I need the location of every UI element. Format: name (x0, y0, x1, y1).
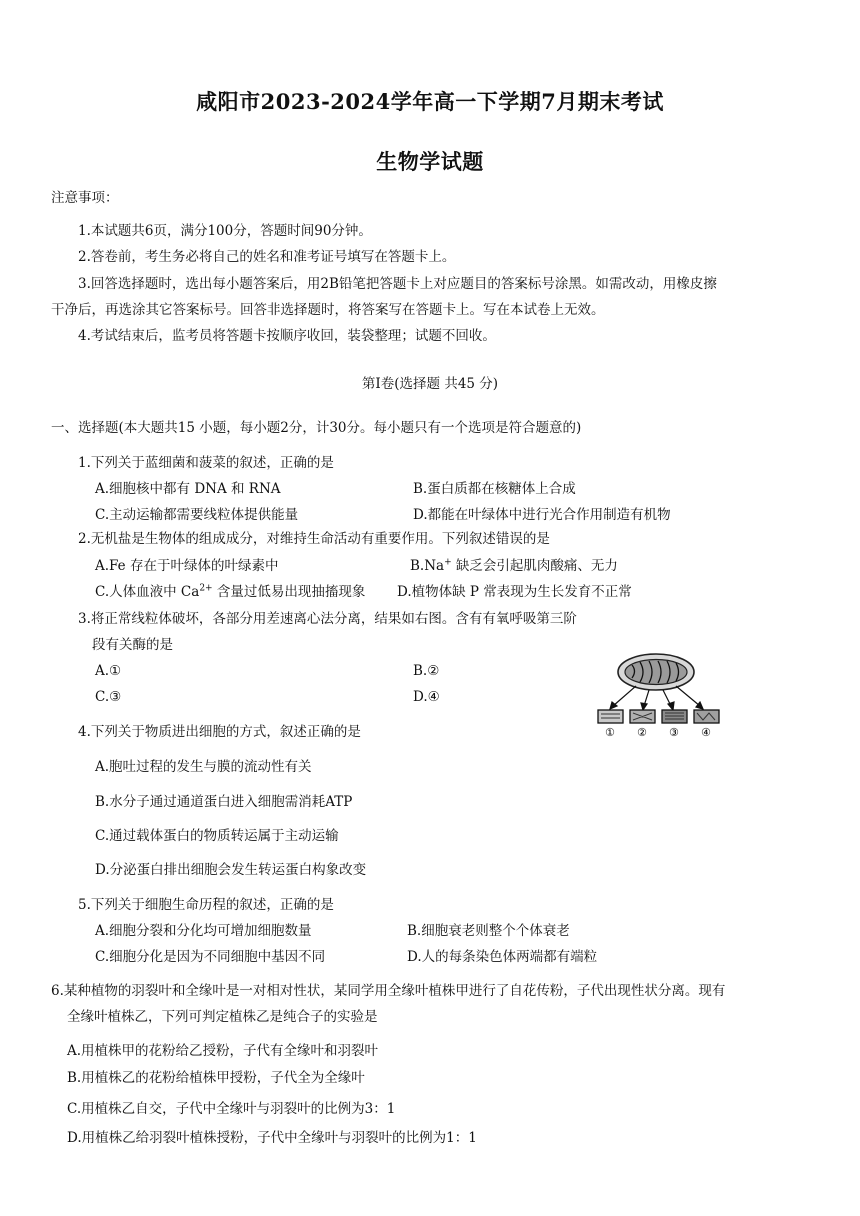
fraction-label-4: ④ (701, 726, 711, 738)
note-1: 1.本试题共6页，满分100分，答题时间90分钟。 (78, 223, 372, 239)
q6-option-d: D.用植株乙给羽裂叶植株授粉，子代中全缘叶与羽裂叶的比例为1：1 (67, 1130, 477, 1146)
q5-option-b: B.细胞衰老则整个个体衰老 (407, 923, 570, 939)
q4-option-c: C.通过载体蛋白的物质转运属于主动运输 (95, 828, 339, 844)
q1-stem: 1.下列关于蓝细菌和菠菜的叙述，正确的是 (78, 455, 334, 471)
fraction-1-tube (598, 710, 623, 723)
fraction-label-3: ③ (669, 726, 679, 738)
part-1-heading: 一、选择题(本大题共15 小题，每小题2分，计30分。每小题只有一个选项是符合题意的) (51, 420, 582, 436)
q6-stem-line-2: 全缘叶植株乙，下列可判定植株乙是纯合子的实验是 (67, 1009, 378, 1025)
q2-c-post: 含量过低易出现抽搐现象 (212, 584, 366, 600)
q4-option-b: B.水分子通过通道蛋白进入细胞需消耗ATP (95, 794, 353, 810)
q2-c-sup: 2+ (199, 583, 213, 594)
q1-option-b: B.蛋白质都在核糖体上合成 (413, 481, 576, 497)
q2-c-pre: C.人体血液中 Ca (95, 584, 200, 600)
q3-stem-line-2: 段有关酶的是 (92, 637, 173, 653)
fraction-label-1: ① (605, 726, 615, 738)
mitochondrion-centrifuge-figure (592, 650, 728, 738)
note-3-line-1: 3.回答选择题时，选出每小题答案后，用2B铅笔把答题卡上对应题目的答案标号涂黑。如需改动，用橡皮擦 (78, 276, 717, 292)
q5-stem: 5.下列关于细胞生命历程的叙述，正确的是 (78, 897, 334, 913)
q3-stem-line-1: 3.将正常线粒体破坏，各部分用差速离心法分离，结果如右图。含有有氧呼吸第三阶 (78, 611, 577, 627)
q3-option-a: A.① (95, 663, 122, 679)
q6-option-b: B.用植株乙的花粉给植株甲授粉，子代全为全缘叶 (67, 1070, 365, 1086)
q2-option-d: D.植物体缺 P 常表现为生长发育不正常 (397, 584, 632, 600)
fraction-tubes (598, 710, 719, 723)
volume-heading: 第Ⅰ卷(选择题 共45 分) (361, 376, 499, 392)
q2-option-b (410, 557, 618, 575)
q4-stem: 4.下列关于物质进出细胞的方式，叙述正确的是 (78, 724, 361, 740)
q6-option-c: C.用植株乙自交，子代中全缘叶与羽裂叶的比例为3：1 (67, 1101, 396, 1117)
q3-option-b: B.② (413, 663, 440, 679)
q2-b-post: 缺乏会引起肌肉酸痛、无力 (451, 558, 618, 574)
q6-stem-line-1: 6.某种植物的羽裂叶和全缘叶是一对相对性状，某同学用全缘叶植株甲进行了自花传粉，子代出现性状分离。现有 (51, 983, 726, 999)
q5-option-c: C.细胞分化是因为不同细胞中基因不同 (95, 949, 326, 965)
notes-heading: 注意事项： (51, 190, 119, 206)
q1-option-c: C.主动运输都需要线粒体提供能量 (95, 507, 299, 523)
note-3-line-2: 干净后，再选涂其它答案标号。回答非选择题时，将答案写在答题卡上。写在本试卷上无效。 (51, 302, 605, 318)
note-4: 4.考试结束后，监考员将答题卡按顺序收回，装袋整理；试题不回收。 (78, 328, 496, 344)
q5-option-a: A.细胞分裂和分化均可增加细胞数量 (95, 923, 312, 939)
q2-b-sup: + (444, 557, 452, 568)
q4-option-d: D.分泌蛋白排出细胞会发生转运蛋白构象改变 (95, 862, 367, 878)
q2-stem: 2.无机盐是生物体的组成成分，对维持生命活动有重要作用。下列叙述错误的是 (78, 531, 550, 547)
q1-option-d: D.都能在叶绿体中进行光合作用制造有机物 (413, 507, 671, 523)
q6-option-a: A.用植株甲的花粉给乙授粉，子代有全缘叶和羽裂叶 (67, 1043, 379, 1059)
q3-option-d: D.④ (413, 689, 440, 705)
exam-title: 咸阳市2023-2024学年高一下学期7月期末考试 (196, 89, 664, 114)
fraction-label-2: ② (637, 726, 647, 738)
mitochondrion-diagram (618, 654, 694, 690)
exam-subtitle: 生物学试题 (376, 149, 484, 174)
q1-option-a: A.细胞核中都有 DNA 和 RNA (95, 481, 281, 497)
q3-option-c: C.③ (95, 689, 122, 705)
note-2: 2.答卷前，考生务必将自己的姓名和准考证号填写在答题卡上。 (78, 249, 456, 265)
q2-option-c (95, 583, 365, 601)
q4-option-a: A.胞吐过程的发生与膜的流动性有关 (95, 759, 312, 775)
q2-option-a: A.Fe 存在于叶绿体的叶绿素中 (95, 558, 279, 574)
q5-option-d: D.人的每条染色体两端都有端粒 (407, 949, 598, 965)
q2-b-pre: B.Na (410, 558, 445, 574)
